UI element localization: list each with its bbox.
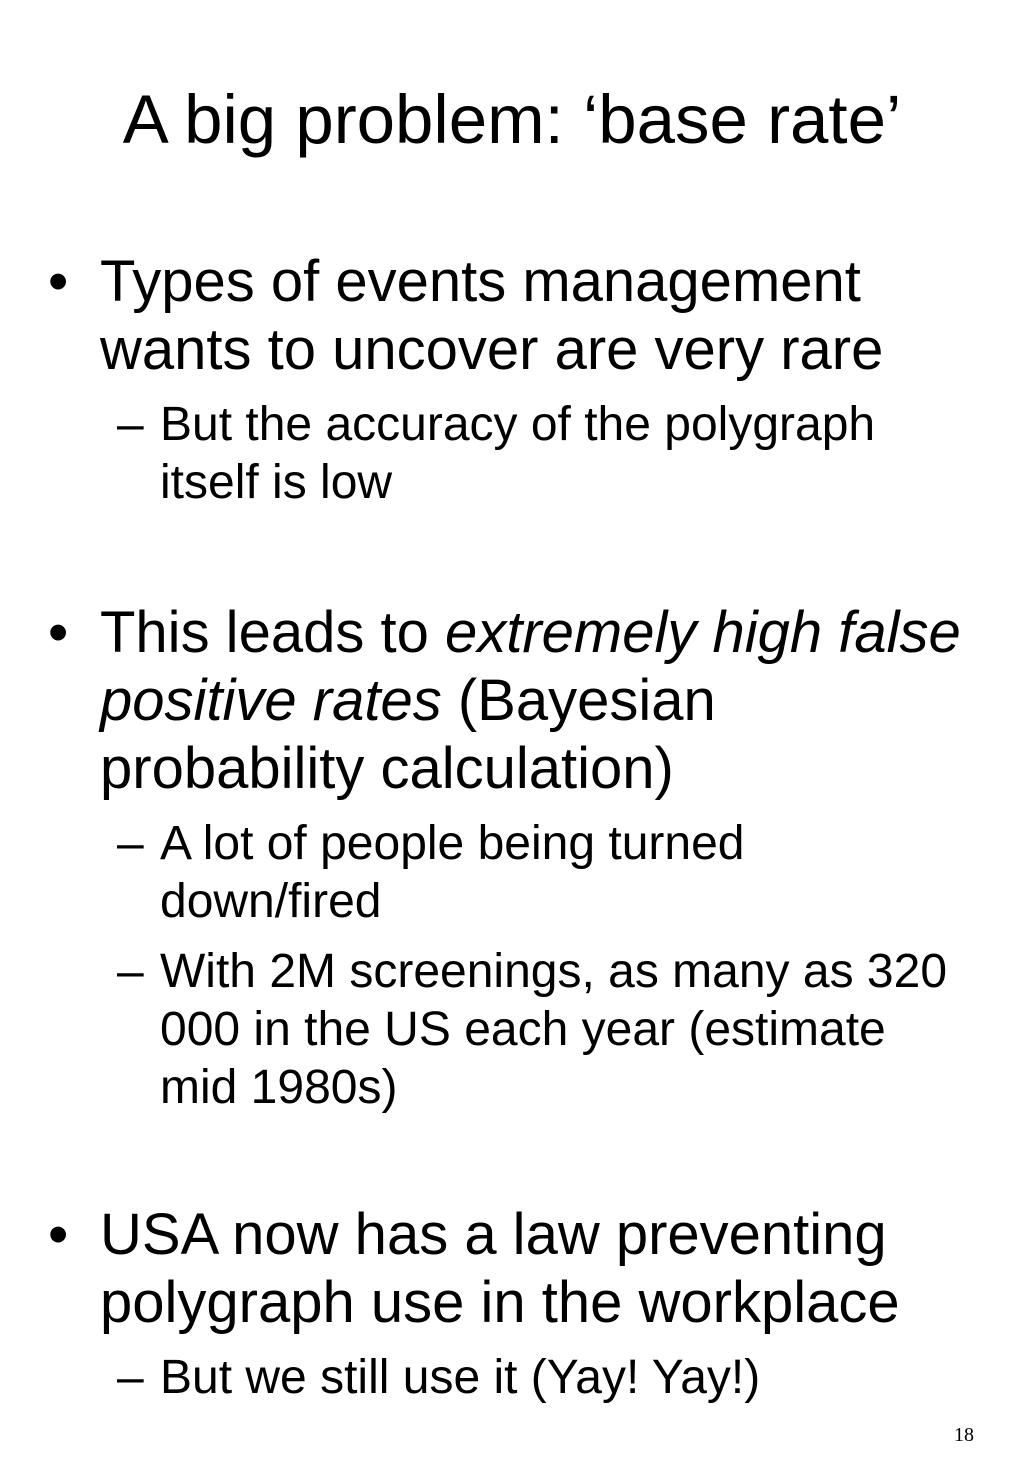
subpoint-still-used [117,1349,957,1407]
subpoint-text: A lot of people being turned down/fired [160,817,745,928]
bullet-text: USA now has a law preventing polygraph use in the workplace [100,1202,900,1335]
page-number: 18 [954,1424,974,1446]
bullet-row [48,1201,968,1337]
bullet-row [48,248,968,384]
slide-title: A big problem: ‘base rate’ [122,81,902,158]
bullet-marker: • [48,249,69,314]
bullet-rare-events [48,248,968,512]
sub-marker: – [117,945,144,998]
sub-marker: – [117,1351,144,1404]
sub-marker: – [117,398,144,451]
bullet-text [100,599,965,803]
bullet-false-positives [48,599,968,1117]
emphasized-text: extremely high false positive rates [100,600,961,733]
bullet-row [48,599,968,803]
subpoint-text: With 2M screenings, as many as 320 000 in the US each year (estimate mid 1980s) [160,945,948,1114]
subpoint-screenings-estimate [117,943,957,1117]
bullet-marker: • [48,1202,69,1267]
subpoint-people-turned-down [117,815,957,931]
subpoint-polygraph-accuracy [117,396,957,512]
bullet-text-before-emphasis: This leads to [100,600,445,665]
sub-marker: – [117,817,144,870]
subpoint-text: But the accuracy of the polygraph itself is low [160,398,876,509]
bullet-text-after-emphasis: (Bayesian probability calculation) [100,668,716,801]
bullet-usa-law [48,1201,968,1407]
subpoint-text: But we still use it (Yay! Yay!) [160,1351,761,1404]
bullet-marker: • [48,600,69,665]
bullet-text: Types of events management wants to uncover are very rare [100,249,884,382]
